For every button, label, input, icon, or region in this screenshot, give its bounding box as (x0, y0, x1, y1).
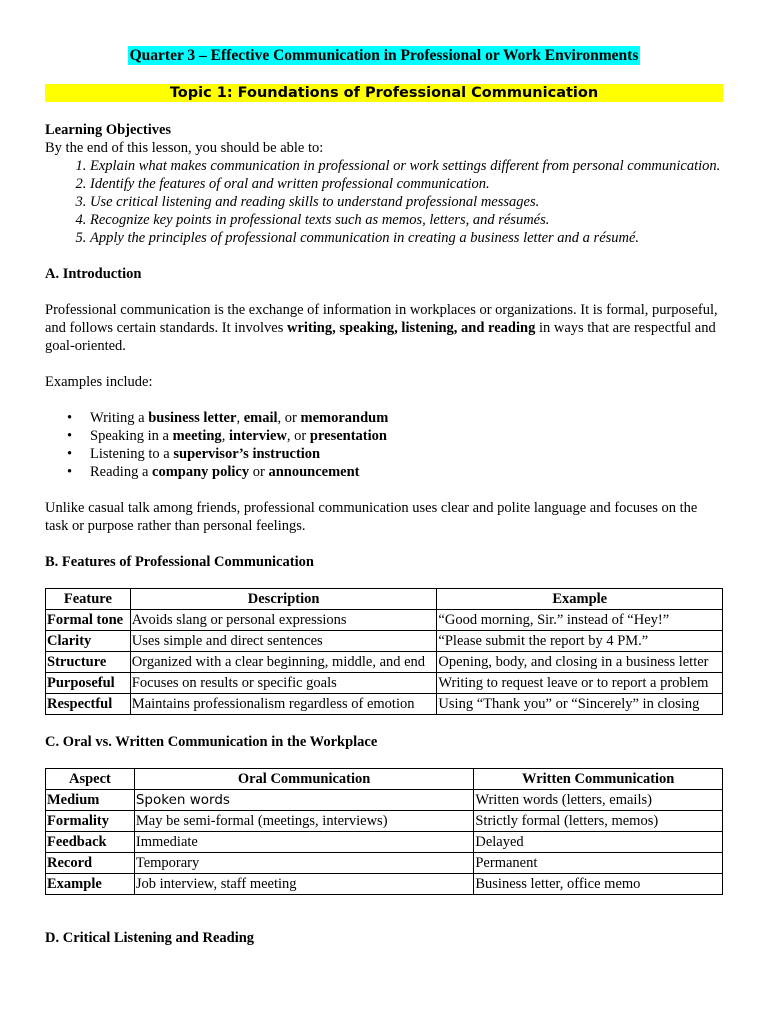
learning-objectives-heading: Learning Objectives (45, 122, 172, 138)
table-cell: Immediate (134, 832, 474, 853)
table-cell: Temporary (134, 853, 474, 874)
list-item: • Writing a business letter, email, or memorandum (90, 409, 723, 427)
table-cell: “Please submit the report by 4 PM.” (437, 631, 723, 652)
oral-written-table (45, 768, 723, 895)
features-heading: B. Features of Professional Communication (45, 554, 314, 570)
table-header-row (46, 589, 723, 610)
table-cell: Maintains professionalism regardless of emotion (130, 694, 437, 715)
quarter-title: Quarter 3 – Effective Communication in Professional or Work Environments (129, 47, 639, 64)
critical-heading: D. Critical Listening and Reading (45, 930, 255, 946)
examples-label: Examples include: (45, 374, 153, 390)
examples-list (45, 409, 723, 481)
table-row (46, 853, 723, 874)
table-row (46, 610, 723, 631)
list-item: • Listening to a supervisor’s instruction (90, 445, 723, 463)
table-row (46, 790, 723, 811)
table-cell: Job interview, staff meeting (134, 874, 474, 895)
table-cell: Opening, body, and closing in a business letter (437, 652, 723, 673)
table-cell: Feedback (46, 832, 135, 853)
introduction-closing: Unlike casual talk among friends, professional communication uses clear and polite language and focuses on the task or purpose rather than personal feelings. (45, 500, 698, 534)
quarter-title-row (45, 0, 723, 69)
table-cell: Business letter, office memo (474, 874, 723, 895)
table-cell: Organized with a clear beginning, middle, and end (130, 652, 437, 673)
table-cell: Uses simple and direct sentences (130, 631, 437, 652)
table-cell: Written words (letters, emails) (474, 790, 723, 811)
objectives-list (45, 157, 723, 247)
table-cell: Purposeful (46, 673, 131, 694)
column-header: Example (437, 589, 723, 610)
column-header: Written Communication (474, 769, 723, 790)
column-header: Feature (46, 589, 131, 610)
table-cell: May be semi-formal (meetings, interviews) (134, 811, 474, 832)
table-cell: Formality (46, 811, 135, 832)
objective-item: 4. Recognize key points in professional texts such as memos, letters, and résumés. (90, 211, 723, 229)
table-cell: Writing to request leave or to report a problem (437, 673, 723, 694)
table-cell: Medium (46, 790, 135, 811)
table-row (46, 652, 723, 673)
table-cell: Structure (46, 652, 131, 673)
objective-item: 1. Explain what makes communication in professional or work settings different from personal communication. (90, 157, 723, 175)
list-item: • Speaking in a meeting, interview, or presentation (90, 427, 723, 445)
objective-item: 5. Apply the principles of professional communication in creating a business letter and a résumé. (90, 229, 723, 247)
topic-title: Topic 1: Foundations of Professional Communication (45, 84, 723, 102)
table-cell: Respectful (46, 694, 131, 715)
table-row (46, 694, 723, 715)
table-cell: Using “Thank you” or “Sincerely” in closing (437, 694, 723, 715)
table-cell: “Good morning, Sir.” instead of “Hey!” (437, 610, 723, 631)
column-header: Description (130, 589, 437, 610)
table-cell: Strictly formal (letters, memos) (474, 811, 723, 832)
column-header: Aspect (46, 769, 135, 790)
table-row (46, 811, 723, 832)
table-header-row (46, 769, 723, 790)
objective-item: 2. Identify the features of oral and written professional communication. (90, 175, 723, 193)
table-cell: Clarity (46, 631, 131, 652)
table-cell: Focuses on results or specific goals (130, 673, 437, 694)
objective-item: 3. Use critical listening and reading skills to understand professional messages. (90, 193, 723, 211)
table-cell: Spoken words (134, 790, 474, 811)
oral-written-heading: C. Oral vs. Written Communication in the Workplace (45, 734, 378, 750)
table-cell: Example (46, 874, 135, 895)
table-row (46, 673, 723, 694)
table-row (46, 832, 723, 853)
table-cell: Record (46, 853, 135, 874)
introduction-heading: A. Introduction (45, 266, 142, 282)
learning-objectives-intro: By the end of this lesson, you should be able to: (45, 140, 324, 156)
table-cell: Formal tone (46, 610, 131, 631)
table-cell: Avoids slang or personal expressions (130, 610, 437, 631)
table-row (46, 631, 723, 652)
features-table (45, 588, 723, 715)
list-item: • Reading a company policy or announcement (90, 463, 723, 481)
table-row (46, 874, 723, 895)
column-header: Oral Communication (134, 769, 474, 790)
introduction-paragraph: Professional communication is the exchange of information in workplaces or organizations. It is formal, purposeful, and follows certain standards. It involves writing, speaking, listening, and reading in ways that are respectful and goal-oriented. (45, 302, 718, 354)
table-cell: Delayed (474, 832, 723, 853)
table-cell: Permanent (474, 853, 723, 874)
